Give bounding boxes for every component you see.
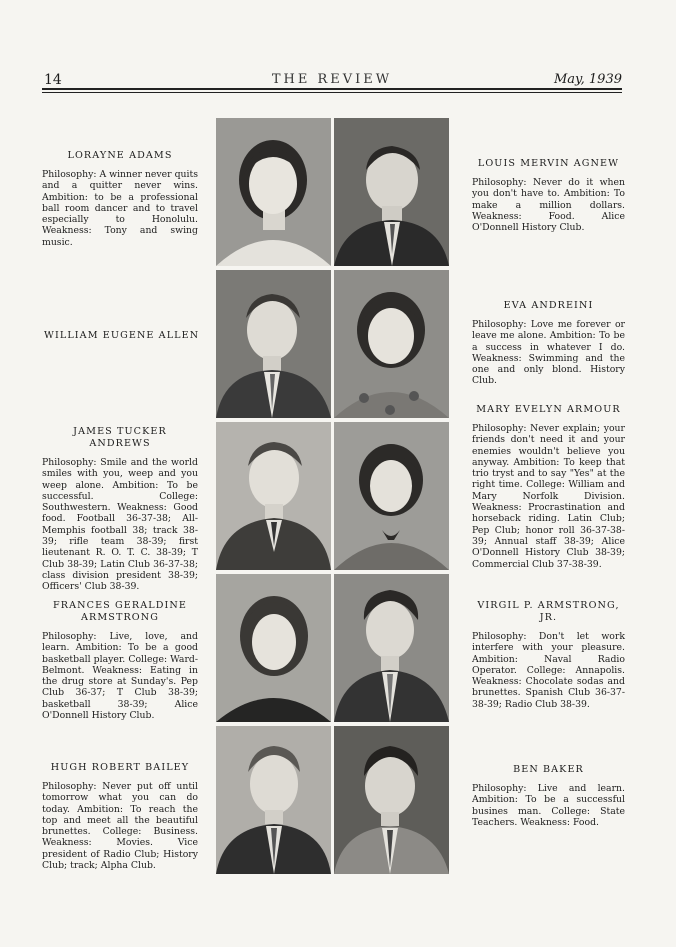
portrait-louis-agnew	[334, 118, 449, 266]
portrait-eva-andreini	[334, 270, 449, 418]
student-name: LORAYNE ADAMS	[67, 150, 173, 161]
student-bio: Philosophy: A winner never quits and a quitter never wins. Ambition: to be a professional ball room dancer and to travel especially to Honolulu. Weakness: Tony and swing music.	[42, 169, 198, 248]
page-number: 14	[44, 72, 62, 88]
student-bio: Philosophy: Never do it when you don't have to. Ambition: To make a million dollars. Weakness: Food. Alice O'Donnell History Club.	[472, 177, 625, 234]
student-bio: Philosophy: Live, love, and learn. Ambition: To be a good basketball player. College: Ward-Belmont. Weakness: Eating in the drug store at Sunday's. Pep Club 36-37; T Club 38-39; basketball 38-39; Alice O'Donnell History Club.	[42, 631, 198, 722]
portrait-virgil-armstrong	[334, 574, 449, 722]
student-bio: Philosophy: Love me forever or leave me alone. Ambition: To be a success in whatever I do. Weakness: Swimming and the one and only blond. History Club.	[472, 319, 625, 387]
student-entry-james-andrews	[42, 426, 198, 593]
student-name: BEN BAKER	[513, 764, 584, 775]
portrait-frances-armstrong	[216, 574, 331, 722]
student-bio: Philosophy: Don't let work interfere with your pleasure. Ambition: Naval Radio Operator. College: Annapolis. Weakness: Chocolate sodas and brunettes. Spanish Club 36-37-38-39; Radio Club 38-39.	[472, 631, 625, 710]
portrait-james-andrews	[216, 422, 331, 570]
student-bio: Philosophy: Live and learn. Ambition: To be a successful busines man. College: State Teachers. Weakness: Food.	[472, 783, 625, 828]
student-bio: Philosophy: Never explain; your friends don't need it and your enemies wouldn't believe you anyway. Ambition: To keep that trio tryst and to say "Yes" at the right time. College: William and Mary Norfolk Division. Weakness: Procrastination and horseback riding. Latin Club; Pep Club; honor roll 36-37-38-39; Annual staff 38-39; Alice O'Donnell History Club 38-39; Commercial Club 37-38-39.	[472, 423, 625, 570]
student-entry-mary-armour	[472, 404, 625, 570]
student-name: LOUIS MERVIN AGNEW	[477, 158, 620, 169]
student-name: FRANCES GERALDINE ARMSTRONG	[53, 600, 187, 623]
student-name: VIRGIL P. ARMSTRONG, JR.	[477, 600, 620, 623]
publication-title: THE REVIEW	[271, 72, 393, 87]
portrait-lorayne-adams	[216, 118, 331, 266]
student-entry-eva-andreini	[472, 300, 625, 387]
student-name: MARY EVELYN ARMOUR	[476, 404, 621, 415]
student-name: EVA ANDREINI	[503, 300, 594, 311]
student-entry-virgil-armstrong	[472, 600, 625, 710]
student-entry-lorayne-adams	[42, 150, 198, 248]
student-name-william-allen: WILLIAM EUGENE ALLEN	[44, 330, 200, 341]
portrait-william-allen	[216, 270, 331, 418]
portrait-ben-baker	[334, 726, 449, 874]
student-entry-ben-baker	[472, 764, 625, 828]
portrait-mary-armour	[334, 422, 449, 570]
student-bio: Philosophy: Smile and the world smiles with you, weep and you weep alone. Ambition: To be successful. College: Southwestern. Weakness: Good food. Football 36-37-38; All-Memphis football 38; track 38-39; rifle team 38-39; first lieutenant R. O. T. C. 38-39; T Club 38-39; Latin Club 36-37-38; class division president 38-39; Officers' Club 38-39.	[42, 457, 198, 593]
student-bio: Philosophy: Never put off until tomorrow what you can do today. Ambition: To reach the top and meet all the beautiful brunettes. College: Business. Weakness: Movies. Vice president of Radio Club; History Club; track; Alpha Club.	[42, 781, 198, 872]
portrait-hugh-bailey	[216, 726, 331, 874]
issue-date: May, 1939	[553, 72, 622, 87]
student-entry-hugh-bailey	[42, 762, 198, 871]
student-name: HUGH ROBERT BAILEY	[50, 762, 190, 773]
header-rule-thick	[42, 88, 622, 90]
student-entry-louis-agnew	[472, 158, 625, 233]
student-name: JAMES TUCKER ANDREWS	[73, 426, 167, 449]
student-entry-frances-armstrong	[42, 600, 198, 721]
header-rule-thin	[42, 92, 622, 93]
